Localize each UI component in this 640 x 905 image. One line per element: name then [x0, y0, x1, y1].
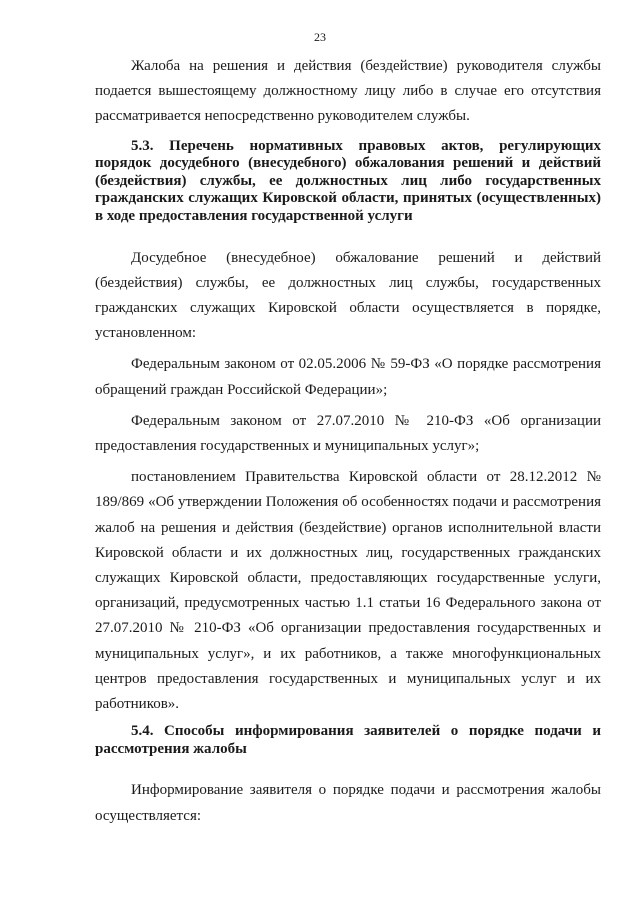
document-body	[95, 54, 601, 829]
paragraph-law-210fz: Федеральным законом от 27.07.2010 № 210-ФЗ «Об организации предоставления государственных и муниципальных услуг»;	[95, 412, 601, 454]
section-heading-5-4: 5.4. Способы информирования заявителей о порядке подачи и рассмотрения жалобы	[95, 723, 601, 757]
paragraph-resolution-189-869: постановлением Правительства Кировской области от 28.12.2012 № 189/869 «Об утверждении Положения об особенностях подачи и рассмотрения жалоб на решения и действия (бездействие) органов исполнительной власти Кировской области и их должностных лиц, государственных гражданских служащих Кировской области, предоставляющих государственные услуги, организаций, предусмотренных частью 1.1 статьи 16 Федерального закона от 27.07.2010 № 210-ФЗ «Об организации предоставления государственных и муниципальных услуг», и их работников, а также многофункциональных центров предоставления государственных и муниципальных услуг и их работников».	[95, 469, 601, 713]
paragraph-informing: Информирование заявителя о порядке подачи и рассмотрения жалобы осуществляется:	[95, 782, 601, 824]
section-heading-5-3: 5.3. Перечень нормативных правовых актов, регулирующих порядок досудебного (внесудебного) обжалования решений и действий (бездействия) службы, ее должностных лиц либо государственных гражданских служащих Кировской области, принятых (осуществленных) в ходе предоставления государственной услуги	[95, 137, 601, 224]
paragraph-complaint-head: Жалоба на решения и действия (бездействие) руководителя службы подается вышестоящему должностному лицу либо в случае его отсутствия рассматривается непосредственно руководителем службы.	[95, 58, 601, 125]
paragraph-law-59fz: Федеральным законом от 02.05.2006 № 59-ФЗ «О порядке рассмотрения обращений граждан Российской Федерации»;	[95, 356, 601, 398]
page-number: 23	[314, 30, 326, 44]
paragraph-appeal-order: Досудебное (внесудебное) обжалование решений и действий (бездействия) службы, ее должностных лиц службы, государственных гражданских служащих Кировской области осуществляется в порядке, установленном:	[95, 249, 601, 342]
